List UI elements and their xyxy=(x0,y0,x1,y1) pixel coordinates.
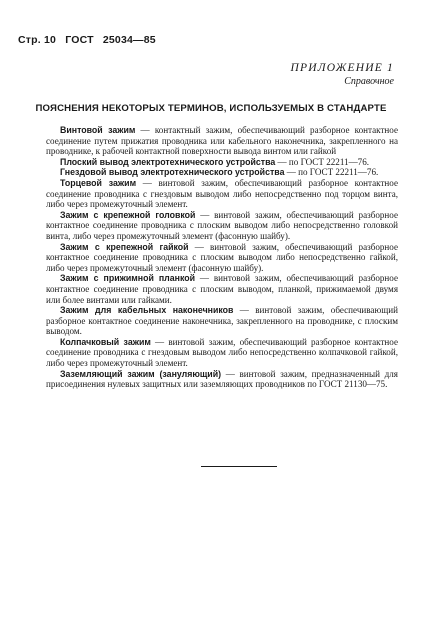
definition-paragraph xyxy=(46,273,398,305)
definition-paragraph xyxy=(46,210,398,242)
definition-text: — контактный зажим, обеспечивающий разборное контактное соединение путем прижатия проводника или кабельного наконечника, закрепленного на проводнике, к рабочей контактной поверхности вывода винтом или гайкой xyxy=(46,125,398,157)
end-rule-divider xyxy=(201,466,277,467)
definition-paragraph xyxy=(46,337,398,369)
definition-term: Винтовой зажим xyxy=(60,125,136,135)
appendix-block xyxy=(290,61,394,89)
definition-term: Плоский вывод электротехнического устройства xyxy=(60,156,276,167)
definition-text: — винтовой зажим, обеспечивающий разборное контактное соединение проводника с плоским выводом либо непосредственно головкой винта, либо через промежуточный элемент (фасонную шайбу). xyxy=(46,209,398,241)
definition-text: — винтовой зажим, обеспечивающий разборное контактное соединение проводника с гнездовым выводом либо непосредственно колпачковой гайкой, либо через промежуточный элемент. xyxy=(46,336,398,369)
definition-paragraph xyxy=(46,369,398,390)
definition-paragraph xyxy=(46,167,398,178)
definition-term: Торцевой зажим xyxy=(60,177,137,188)
running-header xyxy=(18,34,162,46)
definition-text: — по ГОСТ 22211—76. xyxy=(275,156,370,167)
definition-term: Зажим с прижимной планкой xyxy=(60,273,196,284)
definition-term: Зажим для кабельных наконечников xyxy=(60,305,234,316)
definition-term: Колпачковый зажим xyxy=(60,336,151,347)
appendix-subtitle: Справочное xyxy=(344,76,394,87)
definition-text: — винтовой зажим, обеспечивающий разборное контактное соединение проводника с плоским выводом либо непосредственно гайкой, либо через промежуточный элемент (фасонную шайбу). xyxy=(46,241,398,273)
section-heading: ПОЯСНЕНИЯ НЕКОТОРЫХ ТЕРМИНОВ, ИСПОЛЬЗУЕМЫХ В СТАНДАРТЕ xyxy=(35,103,387,114)
definition-paragraph xyxy=(46,178,398,210)
definition-text: — винтовой зажим, предназначенный для присоединения нулевых защитных или заземляющих проводников по ГОСТ 21130—75. xyxy=(46,368,398,390)
definition-text: — по ГОСТ 22211—76. xyxy=(284,167,379,178)
definition-term: Заземляющий зажим (зануляющий) xyxy=(60,368,222,379)
standard-label: ГОСТ xyxy=(65,34,94,46)
definition-paragraph xyxy=(46,157,398,168)
definition-paragraph xyxy=(46,305,398,337)
definition-term: Гнездовой вывод электротехнического устройства xyxy=(60,167,285,178)
definitions-list xyxy=(46,125,398,390)
standard-number: 25034—85 xyxy=(102,34,156,46)
definition-term: Зажим с крепежной гайкой xyxy=(60,241,189,252)
definition-text: — винтовой зажим, обеспечивающий разборное контактное соединение проводника с гнездовым выводом либо непосредственно под торцом винта, либо через промежуточный элемент. xyxy=(46,177,398,210)
definition-paragraph xyxy=(46,125,398,157)
definition-term: Зажим с крепежной головкой xyxy=(60,209,196,220)
definition-paragraph xyxy=(46,242,398,274)
definition-text: — винтовой зажим, обеспечивающий разборное контактное соединение проводника с плоским выводом, планкой, прижимаемой двумя или более винтами или гайками. xyxy=(46,273,398,305)
page-number-label: Стр. 10 xyxy=(18,34,57,46)
definition-text: — винтовой зажим, обеспечивающий разборное контактное соединение наконечника, закрепленного на проводнике, с плоским выводом. xyxy=(46,305,398,337)
appendix-title: ПРИЛОЖЕНИЕ 1 xyxy=(290,62,394,74)
